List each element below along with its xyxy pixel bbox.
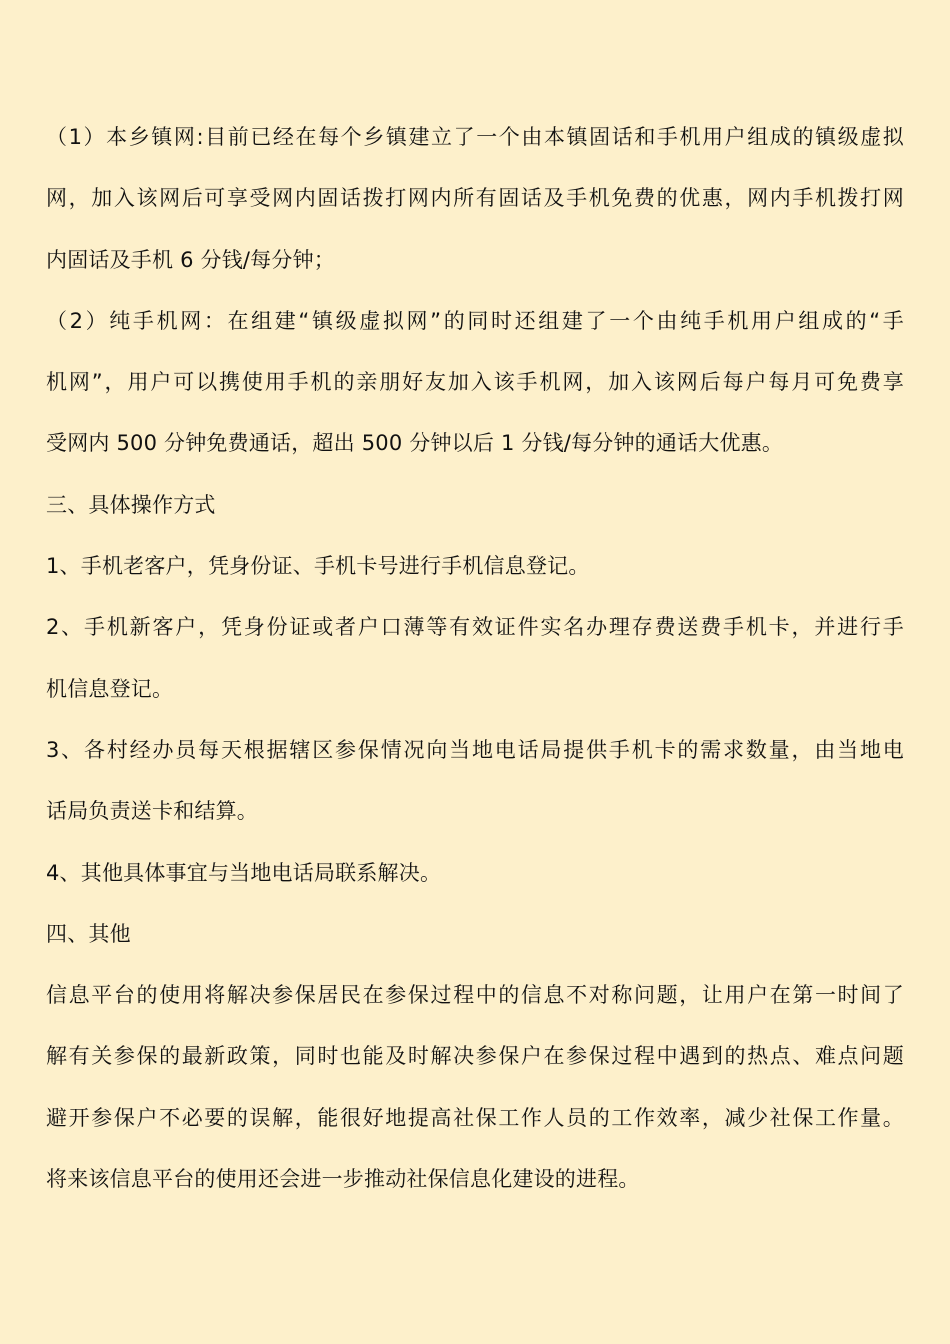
section-heading: 三、具体操作方式 — [46, 492, 216, 517]
text-line: 内固话及手机 6 分钱/每分钟； — [46, 247, 335, 272]
text-line: （1）本乡镇网:目前已经在每个乡镇建立了一个由本镇固话和手机用户组成的镇级虚拟 — [46, 125, 904, 149]
text-line: 1、手机老客户，凭身份证、手机卡号进行手机信息登记。 — [46, 554, 590, 579]
text-line: 2、手机新客户，凭身份证或者户口薄等有效证件实名办理存费送费手机卡，并进行手 — [46, 615, 904, 640]
text-line: 3、各村经办员每天根据辖区参保情况向当地电话局提供手机卡的需求数量，由当地电 — [46, 737, 904, 762]
text-line: 话局负责送卡和结算。 — [46, 799, 258, 824]
text-line: 网，加入该网后可享受网内固话拨打网内所有固话及手机免费的优惠，网内手机拨打网 — [46, 186, 904, 211]
section-heading: 四、其他 — [46, 921, 131, 946]
text-line: 信息平台的使用将解决参保居民在参保过程中的信息不对称问题，让用户在第一时间了 — [46, 983, 904, 1008]
text-line: （2）纯手机网：在组建“镇级虚拟网”的同时还组建了一个由纯手机用户组成的“手 — [46, 308, 904, 333]
text-line: 避开参保户不必要的误解，能很好地提高社保工作人员的工作效率，减少社保工作量。 — [46, 1105, 904, 1130]
text-line: 4、其他具体事宜与当地电话局联系解决。 — [46, 860, 442, 885]
text-line: 受网内 500 分钟免费通话，超出 500 分钟以后 1 分钱/每分钟的通话大优惠。 — [46, 431, 784, 456]
text-line: 机信息登记。 — [46, 676, 174, 701]
text-line: 机网”，用户可以携使用手机的亲朋好友加入该手机网，加入该网后每户每月可免费享 — [46, 370, 904, 395]
text-line: 将来该信息平台的使用还会进一步推动社保信息化建设的进程。 — [46, 1167, 640, 1192]
document-body — [46, 107, 904, 1210]
text-line: 解有关参保的最新政策，同时也能及时解决参保户在参保过程中遇到的热点、难点问题 — [46, 1044, 904, 1069]
